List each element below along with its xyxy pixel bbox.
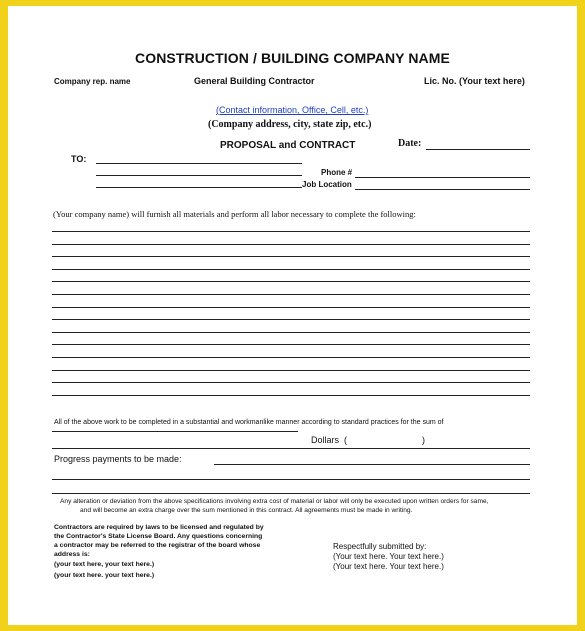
license-notice-line-2: the Contractor's State License Board. Any questions concerning <box>54 533 263 540</box>
job-location-label: Job Location <box>302 180 352 189</box>
dollars-label: Dollars <box>311 435 340 445</box>
proposal-title: PROPOSAL and CONTRACT <box>220 140 356 151</box>
board-address-line-2: (your text here. your text here.) <box>54 572 155 579</box>
date-field-line[interactable] <box>426 149 530 150</box>
alteration-clause-line-2: and will become an extra charge over the sum mentioned in this contract. All agreements must be made in writing. <box>80 507 413 514</box>
date-label: Date: <box>398 138 422 149</box>
progress-payments-line-2[interactable] <box>52 479 530 480</box>
work-description-line[interactable] <box>52 231 530 232</box>
work-description-line[interactable] <box>52 344 530 345</box>
respectfully-submitted-label: Respectfully submitted by: <box>333 542 427 551</box>
progress-payments-line-3[interactable] <box>52 493 530 494</box>
work-description-line[interactable] <box>52 269 530 270</box>
progress-payments-line-1[interactable] <box>214 464 530 465</box>
submitted-by-line-2: (Your text here. Your text here.) <box>333 562 444 571</box>
to-label: TO: <box>71 154 87 164</box>
contact-information-link[interactable]: (Contact information, Office, Cell, etc.) <box>216 105 369 115</box>
to-field-line-1[interactable] <box>96 163 302 164</box>
work-description-line[interactable] <box>52 382 530 383</box>
sum-amount-line[interactable] <box>52 431 298 432</box>
work-description-line[interactable] <box>52 370 530 371</box>
work-description-line[interactable] <box>52 307 530 308</box>
work-description-line[interactable] <box>52 332 530 333</box>
work-description-line[interactable] <box>52 256 530 257</box>
company-name-title: CONSTRUCTION / BUILDING COMPANY NAME <box>135 50 450 66</box>
work-description-line[interactable] <box>52 357 530 358</box>
work-description-line[interactable] <box>52 319 530 320</box>
board-address-line-1: (your text here, your text here.) <box>54 561 155 568</box>
to-field-line-3[interactable] <box>96 187 302 188</box>
work-description-line[interactable] <box>52 395 530 396</box>
company-address: (Company address, city, state zip, etc.) <box>208 119 372 130</box>
phone-label: Phone # <box>321 168 353 177</box>
phone-field-line[interactable] <box>355 177 530 178</box>
license-notice-line-3: a contractor may be referred to the registrar of the board whose <box>54 542 261 549</box>
progress-payments-label: Progress payments to be made: <box>54 454 182 464</box>
dollars-field-line[interactable] <box>52 448 530 449</box>
license-notice-line-4: address is: <box>54 551 90 558</box>
completion-statement: All of the above work to be completed in a substantial and workmanlike manner according to standard practices for the sum of <box>54 419 444 426</box>
dollars-paren-open: ( <box>344 435 347 445</box>
job-location-field-line[interactable] <box>355 189 530 190</box>
dollars-paren-close: ) <box>422 435 425 445</box>
contractor-type: General Building Contractor <box>194 76 315 86</box>
contract-form-page <box>8 6 577 625</box>
company-rep-label: Company rep. name <box>54 77 131 86</box>
license-number: Lic. No. (Your text here) <box>424 76 525 86</box>
work-description-line[interactable] <box>52 244 530 245</box>
work-description-line[interactable] <box>52 294 530 295</box>
work-description-line[interactable] <box>52 281 530 282</box>
work-description-intro: (Your company name) will furnish all materials and perform all labor necessary to complete the following: <box>53 209 416 219</box>
alteration-clause-line-1: Any alteration or deviation from the above specifications involving extra cost of material or labor will only be executed upon written orders for same, <box>60 498 489 505</box>
license-notice-line-1: Contractors are required by laws to be licensed and regulated by <box>54 524 264 531</box>
to-field-line-2[interactable] <box>96 175 302 176</box>
submitted-by-line-1: (Your text here. Your text here.) <box>333 552 444 561</box>
